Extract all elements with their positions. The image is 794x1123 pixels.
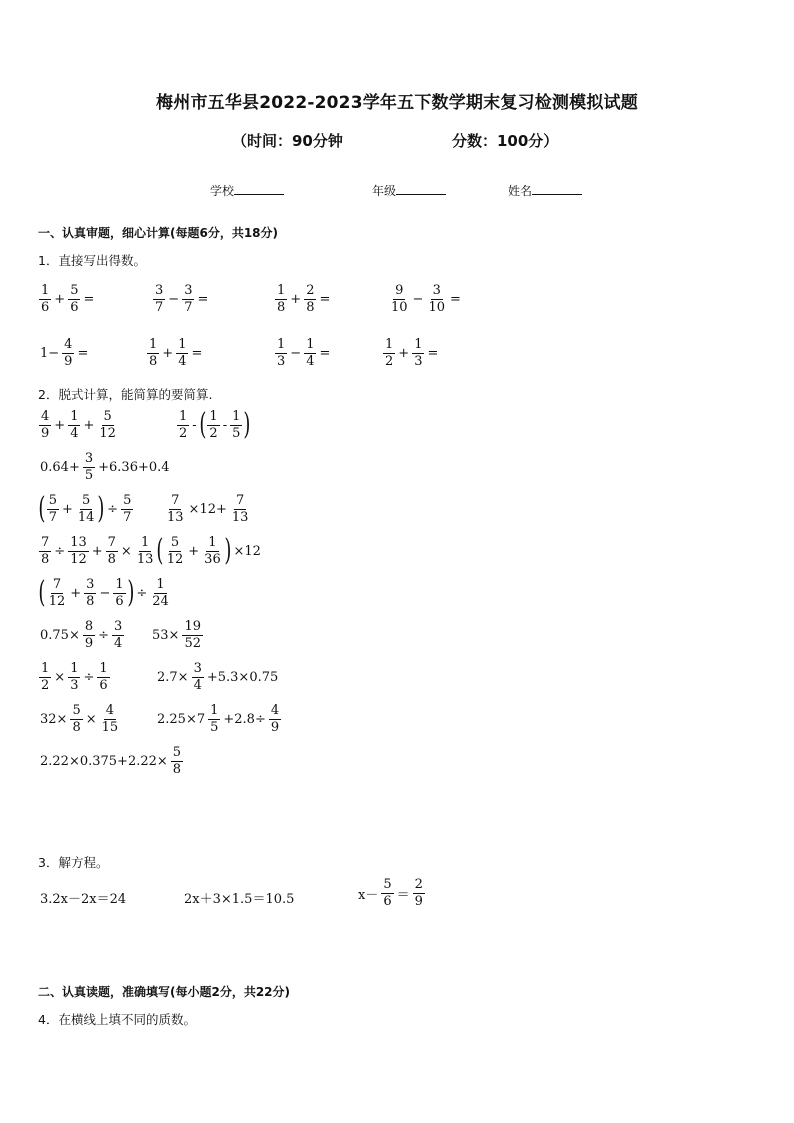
fraction <box>121 494 133 524</box>
fraction <box>39 662 51 692</box>
expr-text: 1− <box>40 345 60 361</box>
denominator: 9 <box>270 719 280 735</box>
denominator: 8 <box>277 299 286 315</box>
numerator: 1 <box>179 409 188 424</box>
expr-text: × <box>120 543 132 559</box>
expr-text: - <box>222 417 228 433</box>
section-2-heading: 二、认真读题，准确填写(每小题2分，共22分) <box>38 985 291 999</box>
school-blank[interactable] <box>234 182 284 195</box>
parenthesis: ( <box>156 533 164 569</box>
q1-expr <box>382 338 440 368</box>
expr-text: = <box>450 291 461 307</box>
numerator: 1 <box>149 337 158 352</box>
fraction <box>47 578 68 608</box>
numerator: 7 <box>171 493 180 508</box>
numerator: 13 <box>70 535 87 550</box>
expr-text: +6.36+0.4 <box>98 459 170 475</box>
fraction <box>389 284 410 314</box>
numerator: 1 <box>140 535 150 550</box>
fraction <box>230 494 251 524</box>
expr-text: +5.3×0.75 <box>206 669 279 685</box>
fraction <box>97 410 118 440</box>
numerator: 19 <box>184 619 201 634</box>
expr-text: ÷ <box>107 501 119 517</box>
denominator: 2 <box>41 677 50 693</box>
fraction <box>113 578 125 608</box>
expr-text: +2.8÷ <box>223 711 266 727</box>
fraction <box>68 662 80 692</box>
fraction <box>97 662 109 692</box>
numerator: 1 <box>277 283 286 298</box>
expr-text: + <box>54 417 66 433</box>
denominator: 9 <box>64 353 73 369</box>
fraction <box>202 536 223 566</box>
numerator: 5 <box>103 409 112 424</box>
denominator: 12 <box>99 425 116 441</box>
denominator: 12 <box>166 551 184 567</box>
fraction <box>413 878 425 908</box>
numerator: 4 <box>41 409 50 424</box>
denominator: 5 <box>232 425 241 441</box>
q1-expr <box>152 284 210 314</box>
expr-text: + <box>54 291 66 307</box>
parenthesis: ) <box>243 407 251 443</box>
time-label: （时间：90分钟 <box>232 132 343 150</box>
numerator: 5 <box>123 493 132 508</box>
question-2: 2．脱式计算，能简算的要简算. <box>38 387 213 402</box>
numerator: 7 <box>52 577 62 592</box>
numerator: 3 <box>155 283 164 298</box>
numerator: 1 <box>70 661 79 676</box>
q2-expr <box>38 491 134 527</box>
parenthesis: ) <box>224 533 232 569</box>
numerator: 3 <box>86 577 95 592</box>
numerator: 5 <box>48 493 57 508</box>
q1-expr <box>38 284 96 314</box>
denominator: 4 <box>178 353 187 369</box>
expr-text: = <box>197 291 209 307</box>
expr-text: 0.75× <box>40 627 80 643</box>
denominator: 4 <box>70 425 79 441</box>
expr-text: ×12 <box>233 543 261 559</box>
numerator: 1 <box>208 535 217 550</box>
fraction <box>84 578 96 608</box>
numerator: 5 <box>82 493 91 508</box>
fraction <box>153 284 165 314</box>
numerator: 1 <box>41 661 50 676</box>
numerator: 9 <box>395 283 404 298</box>
denominator: 2 <box>179 425 188 441</box>
numerator: 1 <box>232 409 241 424</box>
expr-text: + <box>188 543 200 559</box>
expr-text: + <box>162 345 174 361</box>
numerator: 3 <box>114 619 123 634</box>
fraction <box>182 284 194 314</box>
expr-text: = <box>77 345 89 361</box>
denominator: 8 <box>41 551 50 567</box>
expr-text: = <box>319 291 331 307</box>
denominator: 2 <box>385 353 394 369</box>
denominator: 36 <box>204 551 221 567</box>
denominator: 2 <box>209 425 218 441</box>
denominator: 6 <box>99 677 108 693</box>
fraction <box>68 536 89 566</box>
fraction <box>426 284 447 314</box>
denominator: 5 <box>210 719 219 735</box>
numerator: 1 <box>115 577 124 592</box>
fraction <box>147 338 159 368</box>
q2-expr <box>38 410 119 440</box>
expr-text: + <box>70 585 82 601</box>
fraction <box>70 704 82 734</box>
expr-text: 3.2x－2x＝24 <box>40 892 127 907</box>
expr-text: + <box>91 543 103 559</box>
fraction <box>192 662 204 692</box>
denominator: 6 <box>115 593 124 609</box>
q2-expr <box>38 620 125 650</box>
expr-text: ÷ <box>136 585 148 601</box>
expr-text: + <box>398 345 410 361</box>
question-4: 4．在横线上填不同的质数。 <box>38 1012 196 1027</box>
expr-text: + <box>290 291 302 307</box>
numerator: 3 <box>84 451 94 466</box>
denominator: 24 <box>152 593 169 609</box>
numerator: 4 <box>105 703 115 718</box>
fraction <box>68 410 80 440</box>
denominator: 13 <box>231 509 249 525</box>
denominator: 7 <box>155 299 164 315</box>
expr-text: 2.7× <box>157 669 189 685</box>
denominator: 15 <box>101 719 119 735</box>
denominator: 10 <box>428 299 445 315</box>
q2-expr <box>164 494 251 524</box>
q1-expr <box>146 338 204 368</box>
expr-text: ＝ <box>396 887 410 903</box>
q3-equation <box>356 878 426 908</box>
page-title: 梅州市五华县2022-2023学年五下数学期末复习检测模拟试题 <box>156 93 638 113</box>
fraction <box>177 410 189 440</box>
parenthesis: ) <box>97 491 105 527</box>
denominator: 9 <box>41 425 50 441</box>
fraction <box>39 284 51 314</box>
parenthesis: ) <box>126 575 135 611</box>
numerator: 1 <box>70 409 79 424</box>
q2-expr <box>38 575 172 611</box>
numerator: 8 <box>84 619 94 634</box>
fraction <box>62 338 74 368</box>
fraction <box>412 338 424 368</box>
q2-expr <box>38 704 121 734</box>
q3-equation <box>38 888 128 907</box>
expr-text: − <box>290 345 302 361</box>
q2-expr <box>38 536 156 566</box>
denominator: 7 <box>184 299 193 315</box>
expr-text: = <box>319 345 331 361</box>
denominator: 4 <box>306 353 315 369</box>
grade-field[interactable] <box>372 182 446 199</box>
grade-label: 年级 <box>372 184 397 198</box>
numerator: 1 <box>306 337 315 352</box>
q2-expr <box>150 620 204 650</box>
name-label: 姓名 <box>508 184 533 198</box>
numerator: 1 <box>385 337 394 352</box>
numerator: 5 <box>70 283 79 298</box>
fraction <box>39 410 51 440</box>
numerator: 5 <box>72 703 81 718</box>
fraction <box>165 536 186 566</box>
parenthesis: ( <box>199 407 207 443</box>
denominator: 12 <box>48 593 66 609</box>
q1-expr <box>38 338 90 368</box>
denominator: 52 <box>184 635 201 651</box>
fraction <box>171 746 183 776</box>
q2-expr <box>38 746 184 776</box>
expr-text: − <box>99 585 111 601</box>
numerator: 2 <box>414 877 423 892</box>
expr-text: = <box>427 345 439 361</box>
fraction <box>83 620 95 650</box>
question-3: 3．解方程。 <box>38 855 109 870</box>
numerator: 5 <box>172 745 182 760</box>
numerator: 1 <box>178 337 187 352</box>
denominator: 7 <box>123 509 132 525</box>
numerator: 3 <box>193 661 202 676</box>
denominator: 9 <box>84 635 94 651</box>
denominator: 8 <box>86 593 95 609</box>
parenthesis: ( <box>38 491 46 527</box>
denominator: 14 <box>77 509 95 525</box>
denominator: 4 <box>114 635 123 651</box>
numerator: 4 <box>270 703 280 718</box>
expr-text: − <box>168 291 180 307</box>
score-label: 分数：100分） <box>452 132 559 150</box>
fraction <box>106 536 118 566</box>
expr-text: + <box>62 501 73 517</box>
denominator: 8 <box>172 761 182 777</box>
denominator: 13 <box>136 551 154 567</box>
q2-expr <box>156 533 263 569</box>
numerator: 7 <box>41 535 50 550</box>
q2-expr <box>155 704 282 734</box>
expr-text: = <box>83 291 95 307</box>
school-label: 学校 <box>210 184 235 198</box>
fraction <box>383 338 395 368</box>
fraction <box>135 536 156 566</box>
fraction <box>207 410 219 440</box>
numerator: 1 <box>210 703 219 718</box>
denominator: 7 <box>48 509 57 525</box>
expr-text: = <box>191 345 203 361</box>
fraction <box>150 578 171 608</box>
school-field[interactable] <box>210 182 284 199</box>
grade-blank[interactable] <box>396 182 446 195</box>
q2-expr <box>176 407 251 443</box>
denominator: 8 <box>306 299 315 315</box>
denominator: 10 <box>391 299 408 315</box>
numerator: 5 <box>170 535 180 550</box>
expr-text: - <box>192 417 197 433</box>
fraction <box>176 338 188 368</box>
numerator: 1 <box>209 409 218 424</box>
fraction <box>208 704 220 734</box>
expr-text: 2.25×7 <box>157 711 206 727</box>
numerator: 3 <box>432 283 441 298</box>
numerator: 3 <box>184 283 193 298</box>
fraction <box>381 878 393 908</box>
expr-text: ÷ <box>83 669 95 685</box>
expr-text: 0.64+ <box>40 459 80 475</box>
expr-text: x－ <box>358 887 379 903</box>
q1-expr <box>274 284 332 314</box>
fraction <box>182 620 203 650</box>
numerator: 7 <box>107 535 116 550</box>
denominator: 6 <box>70 299 79 315</box>
numerator: 1 <box>414 337 423 352</box>
denominator: 12 <box>70 551 87 567</box>
numerator: 7 <box>236 493 245 508</box>
q3-equation <box>182 888 296 907</box>
denominator: 6 <box>41 299 50 315</box>
expr-text: 53× <box>152 627 180 643</box>
denominator: 3 <box>70 677 79 693</box>
expr-text: ×12+ <box>188 501 227 517</box>
fraction <box>83 452 95 482</box>
q2-expr <box>38 662 111 692</box>
expr-text: 2.22×0.375+2.22× <box>40 753 168 769</box>
q2-expr <box>38 452 172 482</box>
numerator: 2 <box>306 283 315 298</box>
parenthesis: ( <box>38 575 46 611</box>
question-1: 1．直接写出得数。 <box>38 253 146 268</box>
expr-text: − <box>412 291 424 307</box>
section-1-heading: 一、认真审题，细心计算(每题6分，共18分) <box>38 226 279 240</box>
fraction <box>230 410 242 440</box>
expr-text: × <box>54 669 66 685</box>
expr-text: + <box>83 417 95 433</box>
expr-text: 32× <box>40 711 68 727</box>
denominator: 8 <box>72 719 81 735</box>
denominator: 8 <box>107 551 116 567</box>
denominator: 5 <box>84 467 94 483</box>
denominator: 9 <box>414 893 423 909</box>
name-field[interactable] <box>508 182 582 199</box>
denominator: 3 <box>414 353 423 369</box>
fraction <box>112 620 124 650</box>
fraction <box>304 338 316 368</box>
q2-expr <box>155 662 280 692</box>
q1-expr <box>274 338 332 368</box>
denominator: 6 <box>383 893 392 909</box>
fraction <box>39 536 51 566</box>
numerator: 1 <box>41 283 50 298</box>
numerator: 5 <box>383 877 392 892</box>
denominator: 3 <box>277 353 286 369</box>
fraction <box>269 704 281 734</box>
fraction <box>76 494 97 524</box>
denominator: 8 <box>149 353 158 369</box>
numerator: 1 <box>277 337 286 352</box>
fraction <box>47 494 59 524</box>
numerator: 1 <box>99 661 108 676</box>
numerator: 4 <box>64 337 73 352</box>
denominator: 4 <box>193 677 202 693</box>
expr-text: ÷ <box>54 543 66 559</box>
fraction <box>275 338 287 368</box>
fraction <box>68 284 80 314</box>
expr-text: ÷ <box>98 627 110 643</box>
fraction <box>275 284 287 314</box>
numerator: 1 <box>156 577 165 592</box>
expr-text: × <box>85 711 97 727</box>
fraction <box>165 494 186 524</box>
fraction <box>100 704 121 734</box>
q1-expr <box>388 284 463 314</box>
fraction <box>304 284 316 314</box>
name-blank[interactable] <box>532 182 582 195</box>
expr-text: 2x＋3×1.5＝10.5 <box>184 892 295 907</box>
denominator: 13 <box>167 509 184 525</box>
